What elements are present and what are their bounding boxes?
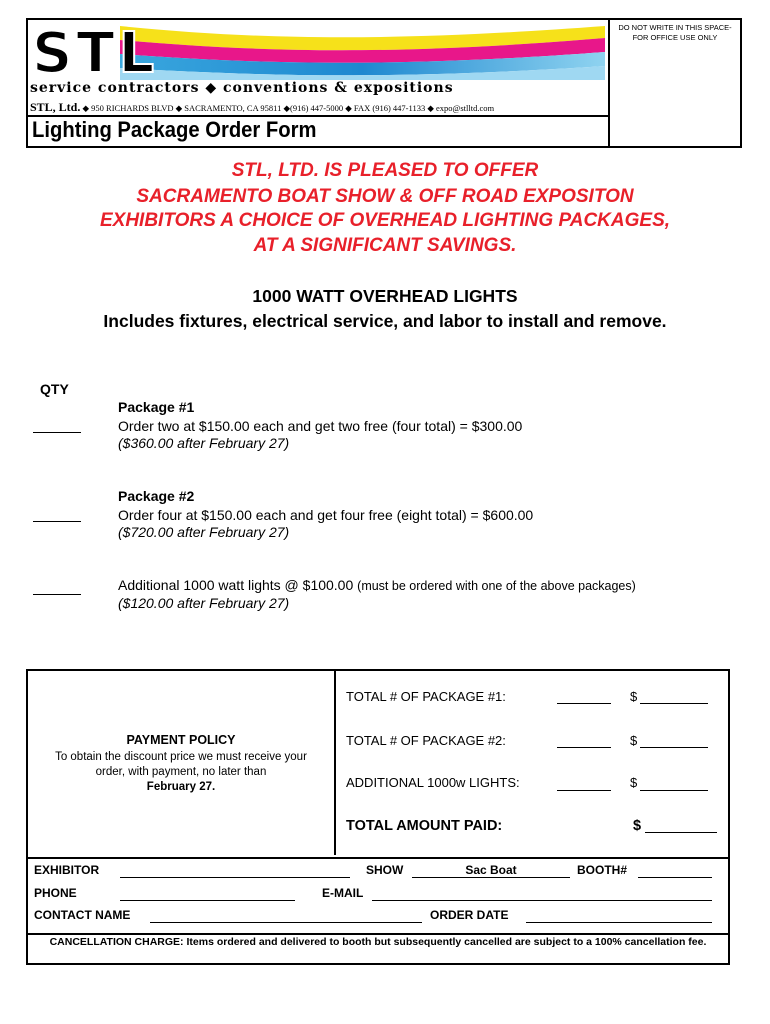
phone-label: PHONE — [34, 886, 77, 900]
company-tagline: service contractors ◆ conventions & expositions — [30, 80, 454, 96]
qty-label: QTY — [40, 381, 69, 397]
cancellation-text: Items ordered and delivered to booth but subsequently cancelled are subject to a 100% cancellation fee. — [186, 936, 707, 948]
show-field[interactable] — [412, 877, 570, 878]
promo-line-2: SACRAMENTO BOAT SHOW & OFF ROAD EXPOSITON — [136, 186, 634, 207]
stl-logo — [30, 22, 605, 80]
promo-line-4: AT A SIGNIFICANT SAVINGS. — [253, 235, 517, 256]
dollar-sign: $ — [630, 689, 638, 704]
office-use-note: DO NOT WRITE IN THIS SPACE- FOR OFFICE USE ONLY — [618, 23, 732, 42]
dollar-sign: $ — [630, 775, 638, 790]
additional-offer-note: (must be ordered with one of the above packages) — [357, 579, 636, 593]
order-date-label: ORDER DATE — [430, 908, 509, 922]
total-package-1-amount-field[interactable] — [640, 702, 708, 704]
additional-lights-qty-field[interactable] — [557, 789, 611, 791]
package-1-title: Package #1 — [118, 399, 195, 415]
additional-lights-amount-field[interactable] — [640, 789, 708, 791]
promo-line-1: STL, LTD. IS PLEASED TO OFFER — [231, 160, 539, 181]
logo-lettering: STL — [32, 22, 159, 80]
total-package-1-label: TOTAL # OF PACKAGE #1: — [346, 689, 506, 704]
policy-deadline: February 27. — [146, 781, 216, 793]
total-amount-paid-field[interactable] — [645, 832, 717, 833]
exhibitor-field[interactable] — [120, 877, 350, 878]
payment-divider — [334, 669, 336, 855]
package-2-offer: Order four at $150.00 each and get four free (eight total) = $600.00 — [118, 507, 534, 523]
package-1-qty-field[interactable] — [33, 432, 81, 433]
company-address — [30, 100, 494, 115]
cancellation-notice — [26, 936, 730, 948]
total-package-2-amount-field[interactable] — [640, 746, 708, 748]
section-divider — [26, 857, 730, 859]
policy-body: To obtain the discount price we must receive your order, with payment, no later than — [55, 751, 307, 778]
additional-late-price: ($120.00 after February 27) — [118, 595, 290, 611]
email-field[interactable] — [372, 900, 712, 901]
package-1-late-price: ($360.00 after February 27) — [118, 435, 290, 451]
email-label: E-MAIL — [322, 886, 364, 900]
contact-name-label: CONTACT NAME — [34, 908, 131, 922]
package-1-offer: Order two at $150.00 each and get two free (four total) = $300.00 — [118, 418, 523, 434]
total-package-1-qty-field[interactable] — [557, 702, 611, 704]
booth-field[interactable] — [638, 877, 712, 878]
phone-field[interactable] — [120, 900, 295, 901]
additional-offer-text: Additional 1000 watt lights @ $100.00 — [118, 577, 354, 593]
total-package-2-qty-field[interactable] — [557, 746, 611, 748]
show-label: SHOW — [366, 863, 404, 877]
lights-includes: Includes fixtures, electrical service, and labor to install and remove. — [103, 311, 667, 331]
total-amount-paid-label: TOTAL AMOUNT PAID: — [346, 818, 503, 834]
form-title: Lighting Package Order Form — [32, 117, 317, 142]
package-2-qty-field[interactable] — [33, 521, 81, 522]
package-2-late-price: ($720.00 after February 27) — [118, 524, 290, 540]
order-date-field[interactable] — [526, 922, 712, 923]
payment-policy-text — [46, 750, 316, 795]
promo-line-3: EXHIBITORS A CHOICE OF OVERHEAD LIGHTING PACKAGES, — [99, 210, 671, 231]
total-package-2-label: TOTAL # OF PACKAGE #2: — [346, 733, 506, 748]
booth-label: BOOTH# — [577, 863, 628, 877]
additional-lights-label: ADDITIONAL 1000w LIGHTS: — [346, 775, 520, 790]
contact-name-field[interactable] — [150, 922, 422, 923]
right-border — [728, 857, 730, 935]
lights-headline: 1000 WATT OVERHEAD LIGHTS — [252, 286, 518, 306]
package-2-title: Package #2 — [118, 488, 195, 504]
additional-qty-field[interactable] — [33, 594, 81, 595]
dollar-sign: $ — [630, 733, 638, 748]
cancellation-label: CANCELLATION CHARGE: — [49, 936, 184, 948]
payment-policy-title: PAYMENT POLICY — [126, 733, 236, 747]
address-details: ◆ 950 RICHARDS BLVD ◆ SACRAMENTO, CA 95811 ◆(916) 447-5000 ◆ FAX (916) 447-1133 ◆ expo@stlltd.com — [82, 103, 495, 113]
additional-lights-offer — [118, 577, 636, 593]
show-value: Sac Boat — [465, 863, 517, 877]
company-name: STL, Ltd. — [30, 100, 81, 114]
left-border — [26, 857, 28, 935]
dollar-sign: $ — [633, 818, 642, 834]
exhibitor-label: EXHIBITOR — [34, 863, 100, 877]
